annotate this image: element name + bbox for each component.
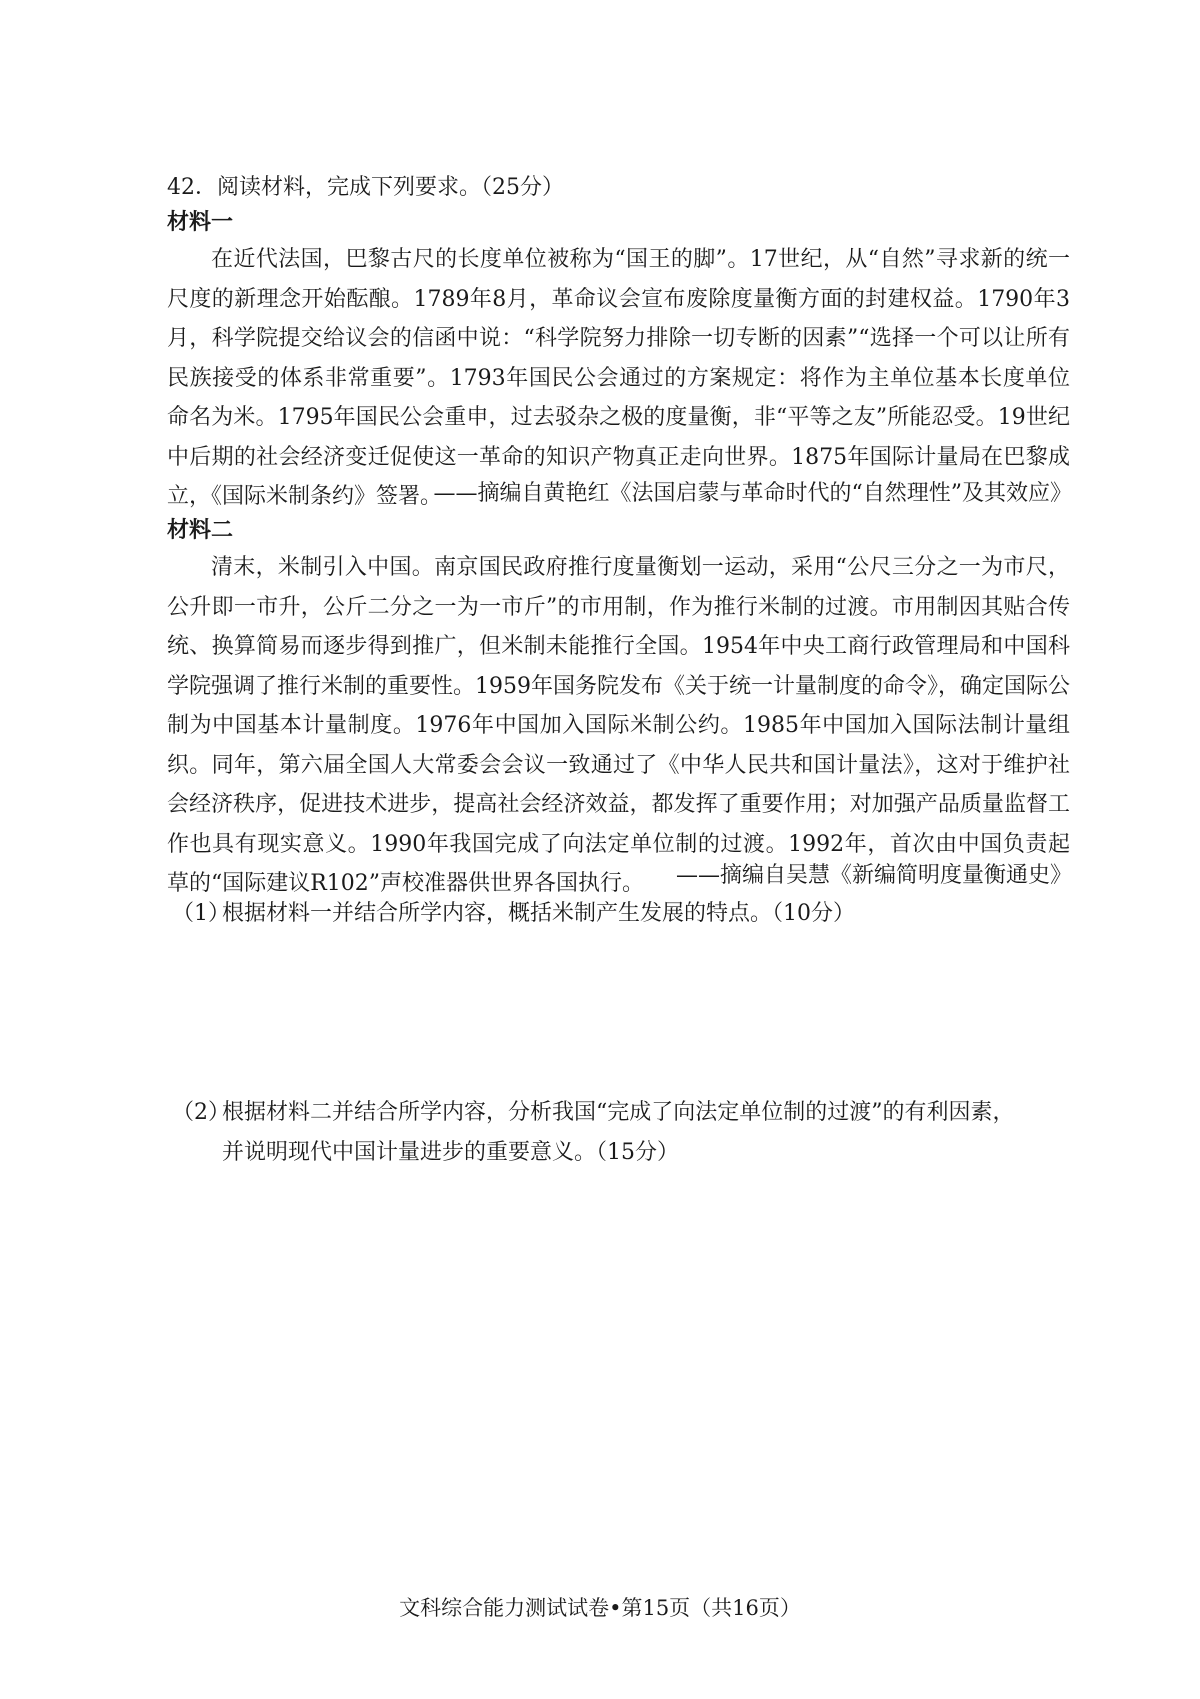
answer-space-2[interactable] xyxy=(172,1180,1072,1560)
sub-question-1 xyxy=(172,894,1072,934)
sub-question-2-number: （2） xyxy=(172,1100,230,1125)
material-1-source: ——摘编自黄艳红《法国启蒙与革命时代的“自然理性”及其效应》 xyxy=(433,481,1072,506)
material-2-text: 清末，米制引入中国。南京国民政府推行度量衡划一运动，采用“公尺三分之一为市尺，公升即一市升，公斤二分之一为一市斤”的市用制，作为推行米制的过渡。市用制因其贴合传统、换算简易而逐步得到推广，但米制未能推行全国。1954年中央工商行政管理局和中国科学院强调了推行米制的重要性。1959年国务院发布《关于统一计量制度的命令》，确定国际公制为中国基本计量制度。1976年中国加入国际米制公约。1985年中国加入国际法制计量组织。同年，第六届全国人大常委会会议一致通过了《中华人民共和国计量法》，这对于维护社会经济秩序，促进技术进步，提高社会经济效益，都发挥了重要作用；对加强产品质量监督工作也具有现实意义。1990年我国完成了向法定单位制的过渡。1992年，首次由中国负责起草的“国际建议R102”声校准器供世界各国执行。 xyxy=(167,555,1070,896)
sub-question-2 xyxy=(172,1093,1072,1173)
question-header: 42．阅读材料，完成下列要求。（25分） xyxy=(167,175,564,200)
material-1-text: 在近代法国，巴黎古尺的长度单位被称为“国王的脚”。17世纪，从“自然”寻求新的统一尺度的新理念开始酝酿。1789年8月，革命议会宣布废除度量衡方面的封建权益。1790年3月，科学院提交给议会的信函中说：“科学院努力排除一切专断的因素”“选择一个可以让所有民族接受的体系非常重要”。1793年国民公会通过的方案规定：将作为主单位基本长度单位命名为米。1795年国民公会重申，过去驳杂之极的度量衡，非“平等之友”所能忍受。19世纪中后期的社会经济变迁促使这一革命的知识产物真正走向世界。1875年国际计量局在巴黎成立，《国际米制条约》签署。 xyxy=(167,247,1070,509)
sub-question-2-text: 根据材料二并结合所学内容，分析我国“完成了向法定单位制的过渡”的有利因素， xyxy=(222,1100,1015,1125)
material-1-label: 材料一 xyxy=(167,209,234,235)
sub-question-1-number: （1） xyxy=(172,901,230,926)
answer-space-1[interactable] xyxy=(172,940,1072,1080)
sub-question-2-continuation: 并说明现代中国计量进步的重要意义。（15分） xyxy=(222,1140,679,1165)
material-2-label: 材料二 xyxy=(167,517,234,543)
material-2-source: ——摘编自吴慧《新编简明度量衡通史》 xyxy=(675,863,1072,888)
sub-question-1-text: 根据材料一并结合所学内容，概括米制产生发展的特点。（10分） xyxy=(222,901,855,926)
page-footer: 文科综合能力测试试卷•第15页（共16页） xyxy=(399,1596,801,1620)
